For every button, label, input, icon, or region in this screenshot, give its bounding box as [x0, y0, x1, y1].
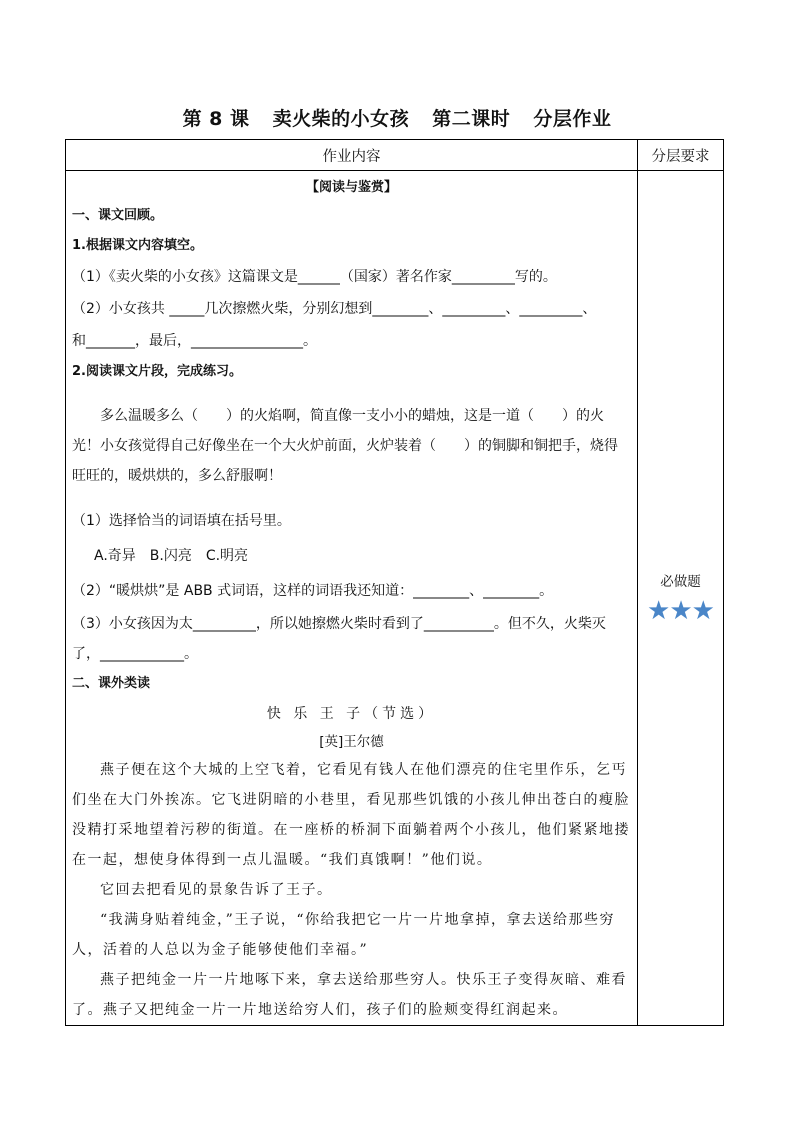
q2-title: 2.阅读课文片段，完成练习。: [72, 364, 242, 379]
section-heading: 【阅读与鉴赏】: [305, 180, 397, 195]
content-cell: [66, 171, 638, 1026]
story-author: [英]王尔德: [319, 734, 384, 750]
title-period: 第二课时: [432, 108, 511, 130]
story-paragraph: 燕子把纯金一片一片地啄下来，拿去送给那些穷人。快乐王子变得灰暗、难看了。燕子又把纯金一片一片地送给穷人们，孩子们的脸颊变得红润起来。: [72, 972, 627, 1018]
q2-1: （1）选择恰当的词语填在括号里。: [72, 513, 291, 529]
part2-heading: 二、课外类读: [72, 676, 151, 691]
header-content: 作业内容: [66, 140, 638, 171]
reading-passage: 多么温暖多么（ ）的火焰啊，简直像一支小小的蜡烛，这是一道（ ）的火光！小女孩觉得自己好像坐在一个大火炉前面，火炉装着（ ）的铜脚和铜把手，烧得旺旺的，暖烘烘的，多么舒服啊！: [72, 408, 618, 484]
word-options: A.奇异 B.闪亮 C.明亮: [94, 548, 249, 564]
star-rating-icon: ★★★: [647, 596, 714, 626]
story-paragraph: 它回去把看见的景象告诉了王子。: [100, 882, 333, 898]
requirement-cell: [638, 171, 724, 1026]
q2-2: （2）“暖烘烘”是 ABB 式词语，这样的词语我还知道：________、________。: [72, 583, 554, 599]
story-paragraph: “我满身贴着纯金，”王子说，“你给我把它一片一片地拿掉，拿去送给那些穷人，活着的人总以为金子能够使他们幸福。”: [72, 912, 615, 958]
story-paragraph: 燕子便在这个大城的上空飞着，它看见有钱人在他们漂亮的住宅里作乐，乞丐们坐在大门外挨冻。它飞进阴暗的小巷里，看见那些饥饿的小孩儿伸出苍白的瘦脸没精打采地望着污秽的街道。在一座桥的桥洞下面躺着两个小孩儿，他们紧紧地搂在一起，想使身体得到一点儿温暖。“我们真饿啊！”他们说。: [72, 762, 630, 868]
header-requirement: 分层要求: [638, 140, 724, 171]
q1-title: 1.根据课文内容填空。: [72, 238, 203, 253]
homework-table: [65, 139, 724, 1026]
requirement-label: 必做题: [660, 574, 701, 590]
q1-1: （1）《卖火柴的小女孩》这篇课文是______（国家）著名作家_________写的。: [72, 269, 557, 285]
title-lesson: 第 8 课: [182, 108, 250, 130]
title-type: 分层作业: [533, 108, 612, 130]
story-title: 快 乐 王 子（节选）: [266, 706, 437, 722]
page-title: [0, 104, 794, 131]
title-name: 卖火柴的小女孩: [272, 108, 410, 130]
q2-3: （3）小女孩因为太_________，所以她擦燃火柴时看到了__________。但不久，火柴灭了，____________。: [72, 616, 606, 662]
q1-2b: 和_______，最后，________________。: [72, 333, 317, 349]
part1-heading: 一、课文回顾。: [72, 208, 164, 223]
q1-2a: （2）小女孩共 _____几次擦燃火柴，分别幻想到________、_________、_________、: [72, 301, 597, 317]
